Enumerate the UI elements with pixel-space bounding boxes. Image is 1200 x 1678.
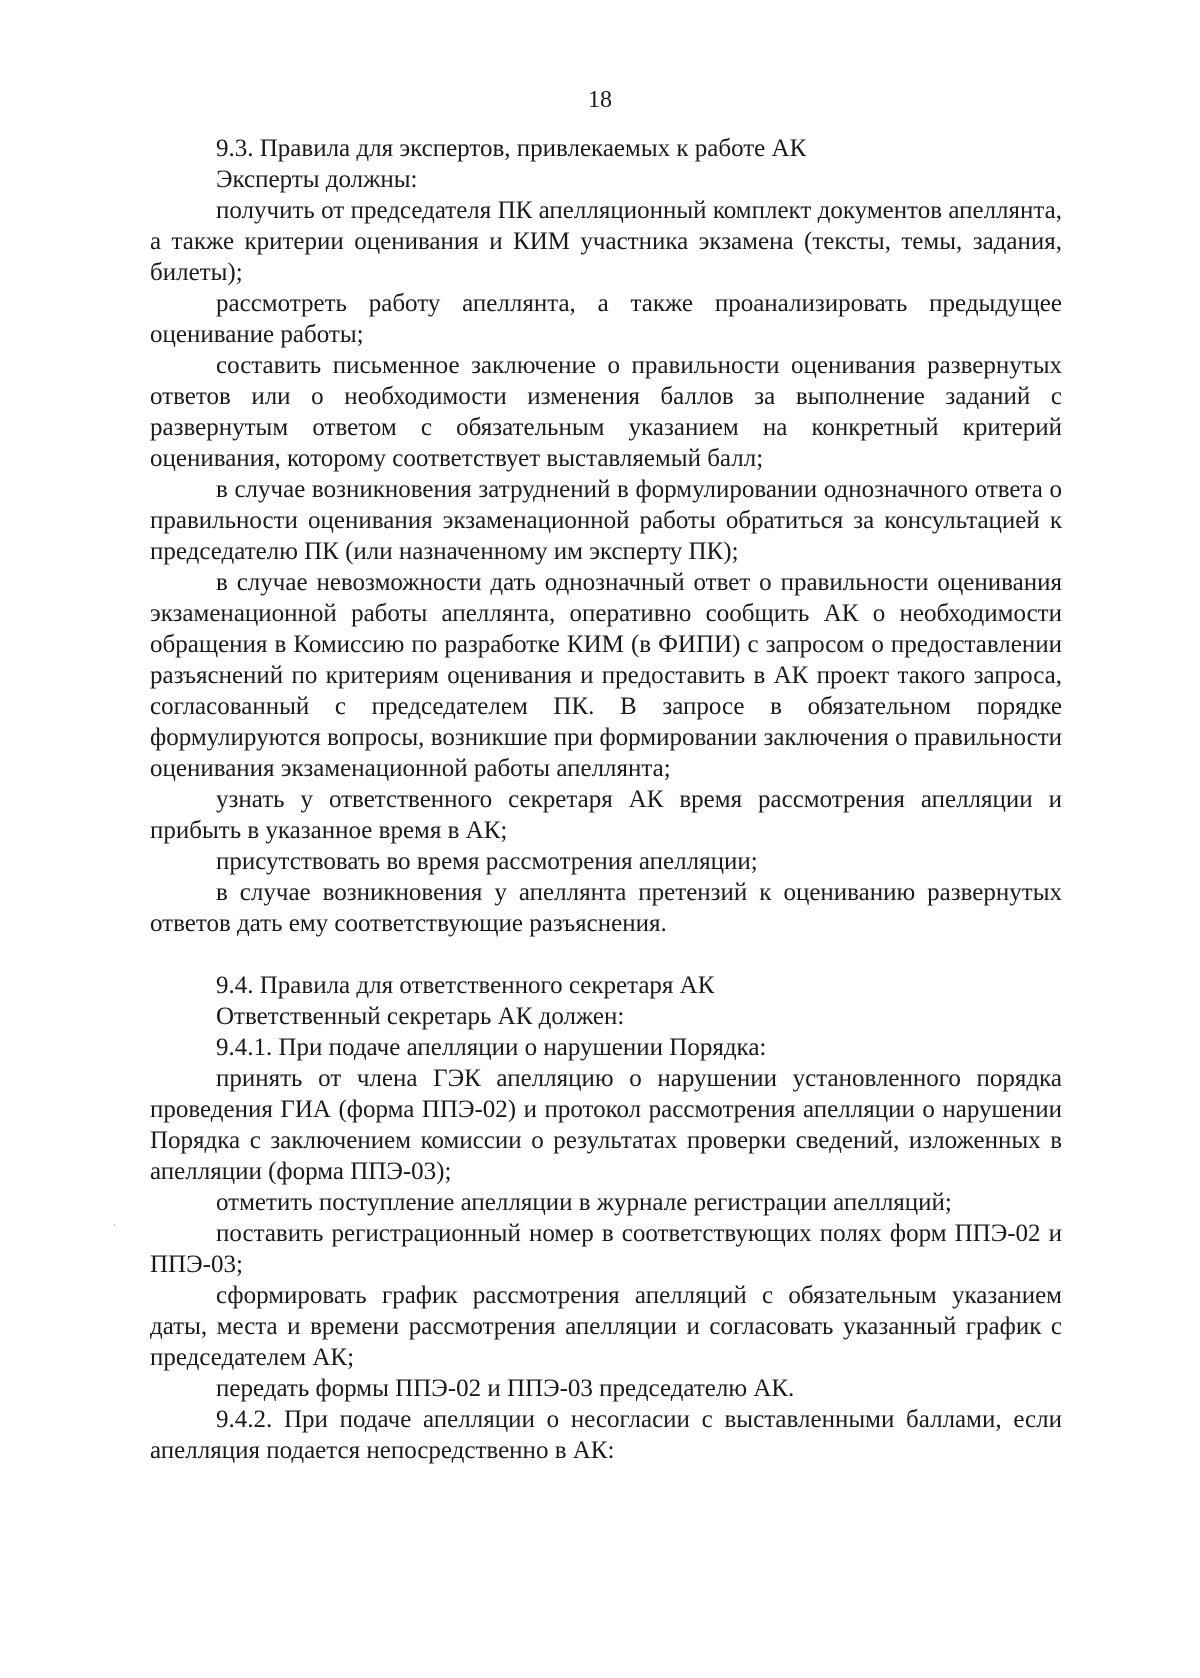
list-item: узнать у ответственного секретаря АК время рассмотрения апелляции и прибыть в указанное время в АК; bbox=[150, 786, 1062, 844]
list-item: отметить поступление апелляции в журнале регистрации апелляций; bbox=[216, 1189, 952, 1216]
section-9-3-heading: 9.3. Правила для экспертов, привлекаемых к работе АК bbox=[216, 135, 807, 162]
scan-artifact bbox=[114, 1224, 115, 1226]
list-item: принять от члена ГЭК апелляцию о нарушении установленного порядка проведения ГИА (форма ППЭ-02) и протокол рассмотрения апелляции о нарушении Порядка с заключением комиссии о результатах проверки сведений, изложенных в апелляции (форма ППЭ-03); bbox=[150, 1065, 1062, 1185]
section-9-3-intro: Эксперты должны: bbox=[216, 166, 418, 193]
list-item: в случае возникновения затруднений в формулировании однозначного ответа о правильности оценивания экзаменационной работы обратиться за консультацией к председателю ПК (или назначенному им эксперту ПК); bbox=[150, 476, 1062, 565]
section-9-4-heading: 9.4. Правила для ответственного секретаря АК bbox=[216, 972, 715, 999]
document-body bbox=[150, 133, 1062, 1466]
list-item: получить от председателя ПК апелляционный комплект документов апеллянта, а также критерии оценивания и КИМ участника экзамена (тексты, темы, задания, билеты); bbox=[150, 197, 1062, 286]
list-item: передать формы ППЭ-02 и ППЭ-03 председателю АК. bbox=[216, 1375, 795, 1402]
list-item: в случае возникновения у апеллянта претензий к оцениванию развернутых ответов дать ему соответствующие разъяснения. bbox=[150, 879, 1062, 937]
list-item: поставить регистрационный номер в соответствующих полях форм ППЭ-02 и ППЭ-03; bbox=[150, 1220, 1062, 1278]
list-item: в случае невозможности дать однозначный ответ о правильности оценивания экзаменационной работы апеллянта, оперативно сообщить АК о необходимости обращения в Комиссию по разработке КИМ (в ФИПИ) с запросом о предоставлении разъяснений по критериям оценивания и предоставить в АК проект такого запроса, согласованный с председателем ПК. В запросе в обязательном порядке формулируются вопросы, возникшие при формировании заключения о правильности оценивания экзаменационной работы апеллянта; bbox=[150, 569, 1062, 782]
list-item: рассмотреть работу апеллянта, а также проанализировать предыдущее оценивание работы; bbox=[150, 290, 1062, 348]
list-item: присутствовать во время рассмотрения апелляции; bbox=[216, 848, 758, 875]
section-gap bbox=[150, 939, 1062, 970]
list-item: сформировать график рассмотрения апелляций с обязательным указанием даты, места и времени рассмотрения апелляции и согласовать указанный график с председателем АК; bbox=[150, 1282, 1062, 1371]
section-9-4-intro: Ответственный секретарь АК должен: bbox=[216, 1003, 625, 1030]
page-number: 18 bbox=[588, 87, 612, 113]
subsection-9-4-1-heading: 9.4.1. При подаче апелляции о нарушении Порядка: bbox=[216, 1034, 767, 1061]
list-item: составить письменное заключение о правильности оценивания развернутых ответов или о необходимости изменения баллов за выполнение заданий с развернутым ответом с обязательным указанием на конкретный критерий оценивания, которому соответствует выставляемый балл; bbox=[150, 352, 1062, 472]
subsection-9-4-2-heading: 9.4.2. При подаче апелляции о несогласии с выставленными баллами, если апелляция подается непосредственно в АК: bbox=[150, 1406, 1062, 1464]
